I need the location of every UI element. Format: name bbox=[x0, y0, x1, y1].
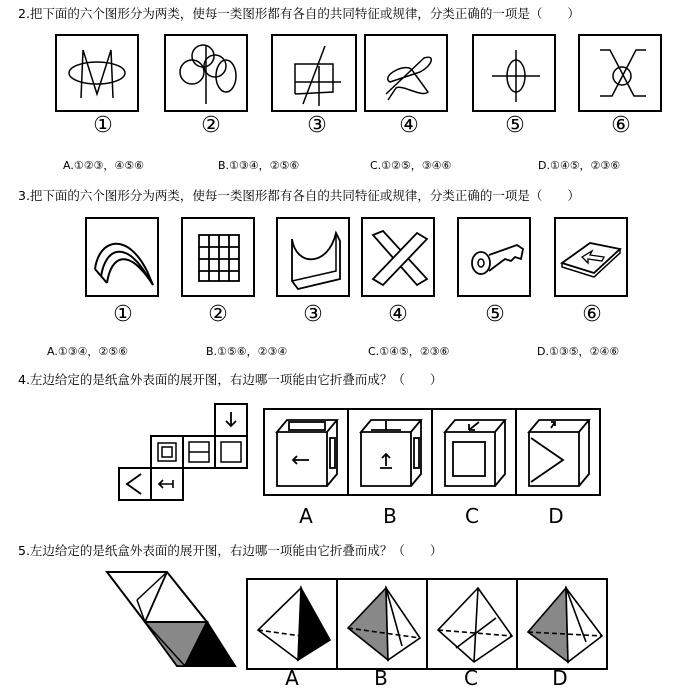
q3-figure-4-drawing bbox=[363, 219, 437, 299]
q3-number-3: ③ bbox=[303, 302, 323, 327]
q4-label-d: D bbox=[548, 504, 564, 528]
q2-figure-2 bbox=[164, 34, 248, 112]
q5-answer-choices bbox=[246, 578, 608, 670]
q2-figure-1 bbox=[55, 34, 139, 112]
q3-figure-2-drawing bbox=[183, 219, 257, 299]
q2-figure-5 bbox=[472, 34, 556, 112]
q2-figure-1-drawing bbox=[57, 36, 141, 114]
q2-number-2: ② bbox=[201, 113, 221, 138]
q3-number-4: ④ bbox=[388, 302, 408, 327]
q5-label-d: D bbox=[552, 666, 568, 690]
q3-figure-6-drawing bbox=[556, 219, 630, 299]
q2-figure-6-drawing bbox=[580, 36, 664, 114]
q2-number-6: ⑥ bbox=[611, 113, 631, 138]
q3-figure-4 bbox=[361, 217, 435, 297]
q2-figure-2-drawing bbox=[166, 36, 250, 114]
q2-option-d[interactable]: D.①④⑤，②③⑥ bbox=[538, 159, 621, 172]
q2-number-4: ④ bbox=[399, 113, 419, 138]
q5-triangle-net bbox=[105, 570, 240, 670]
q2-figure-6 bbox=[578, 34, 662, 112]
q3-option-a[interactable]: A.①③④，②⑤⑥ bbox=[47, 345, 128, 358]
q4-label-c: C bbox=[465, 504, 479, 528]
q2-figure-3-drawing bbox=[273, 36, 359, 114]
q3-number-1: ① bbox=[113, 302, 133, 327]
q4-label-a: A bbox=[299, 504, 313, 528]
q3-figure-1-drawing bbox=[87, 219, 161, 299]
q3-option-d[interactable]: D.①③⑤，②④⑥ bbox=[537, 345, 620, 358]
q2-figure-4 bbox=[364, 34, 448, 112]
q3-number-2: ② bbox=[208, 302, 228, 327]
q3-option-c[interactable]: C.①④⑤，②③⑥ bbox=[368, 345, 450, 358]
q5-label-b: B bbox=[374, 666, 388, 690]
q4-text: 4.左边给定的是纸盒外表面的展开图，右边哪一项能由它折叠而成？（ ） bbox=[18, 372, 443, 387]
q3-number-5: ⑤ bbox=[485, 302, 505, 327]
q3-figure-6 bbox=[554, 217, 628, 297]
q4-label-b: B bbox=[383, 504, 397, 528]
q4-answer-choices bbox=[263, 408, 601, 496]
q2-number-1: ① bbox=[93, 113, 113, 138]
q2-number-5: ⑤ bbox=[505, 113, 525, 138]
q3-figure-3-drawing bbox=[278, 219, 352, 299]
q2-figure-5-drawing bbox=[474, 36, 558, 114]
q2-figure-4-drawing bbox=[366, 36, 450, 114]
q2-option-c[interactable]: C.①②⑤，③④⑥ bbox=[370, 159, 452, 172]
q2-text: 2.把下面的六个图形分为两类，使每一类图形都有各自的共同特征或规律，分类正确的一项是（ ） bbox=[18, 6, 580, 21]
q3-number-6: ⑥ bbox=[582, 302, 602, 327]
q5-text: 5.左边给定的是纸盒外表面的展开图，右边哪一项能由它折叠而成？（ ） bbox=[18, 543, 443, 558]
q3-figure-1 bbox=[85, 217, 159, 297]
q3-option-b[interactable]: B.①⑤⑥，②③④ bbox=[206, 345, 288, 358]
q2-option-b[interactable]: B.①③④，②⑤⑥ bbox=[218, 159, 300, 172]
q3-figure-5-drawing bbox=[459, 219, 533, 299]
q4-cube-net bbox=[115, 402, 255, 502]
q2-number-3: ③ bbox=[307, 113, 327, 138]
q2-option-a[interactable]: A.①②③，④⑤⑥ bbox=[63, 159, 144, 172]
q3-figure-2 bbox=[181, 217, 255, 297]
q5-label-c: C bbox=[464, 666, 478, 690]
q3-figure-5 bbox=[457, 217, 531, 297]
q3-figure-3 bbox=[276, 217, 350, 297]
q5-label-a: A bbox=[285, 666, 299, 690]
q3-text: 3.把下面的六个图形分为两类，使每一类图形都有各自的共同特征或规律，分类正确的一项是（ ） bbox=[18, 188, 580, 203]
q2-figure-3 bbox=[271, 34, 357, 112]
